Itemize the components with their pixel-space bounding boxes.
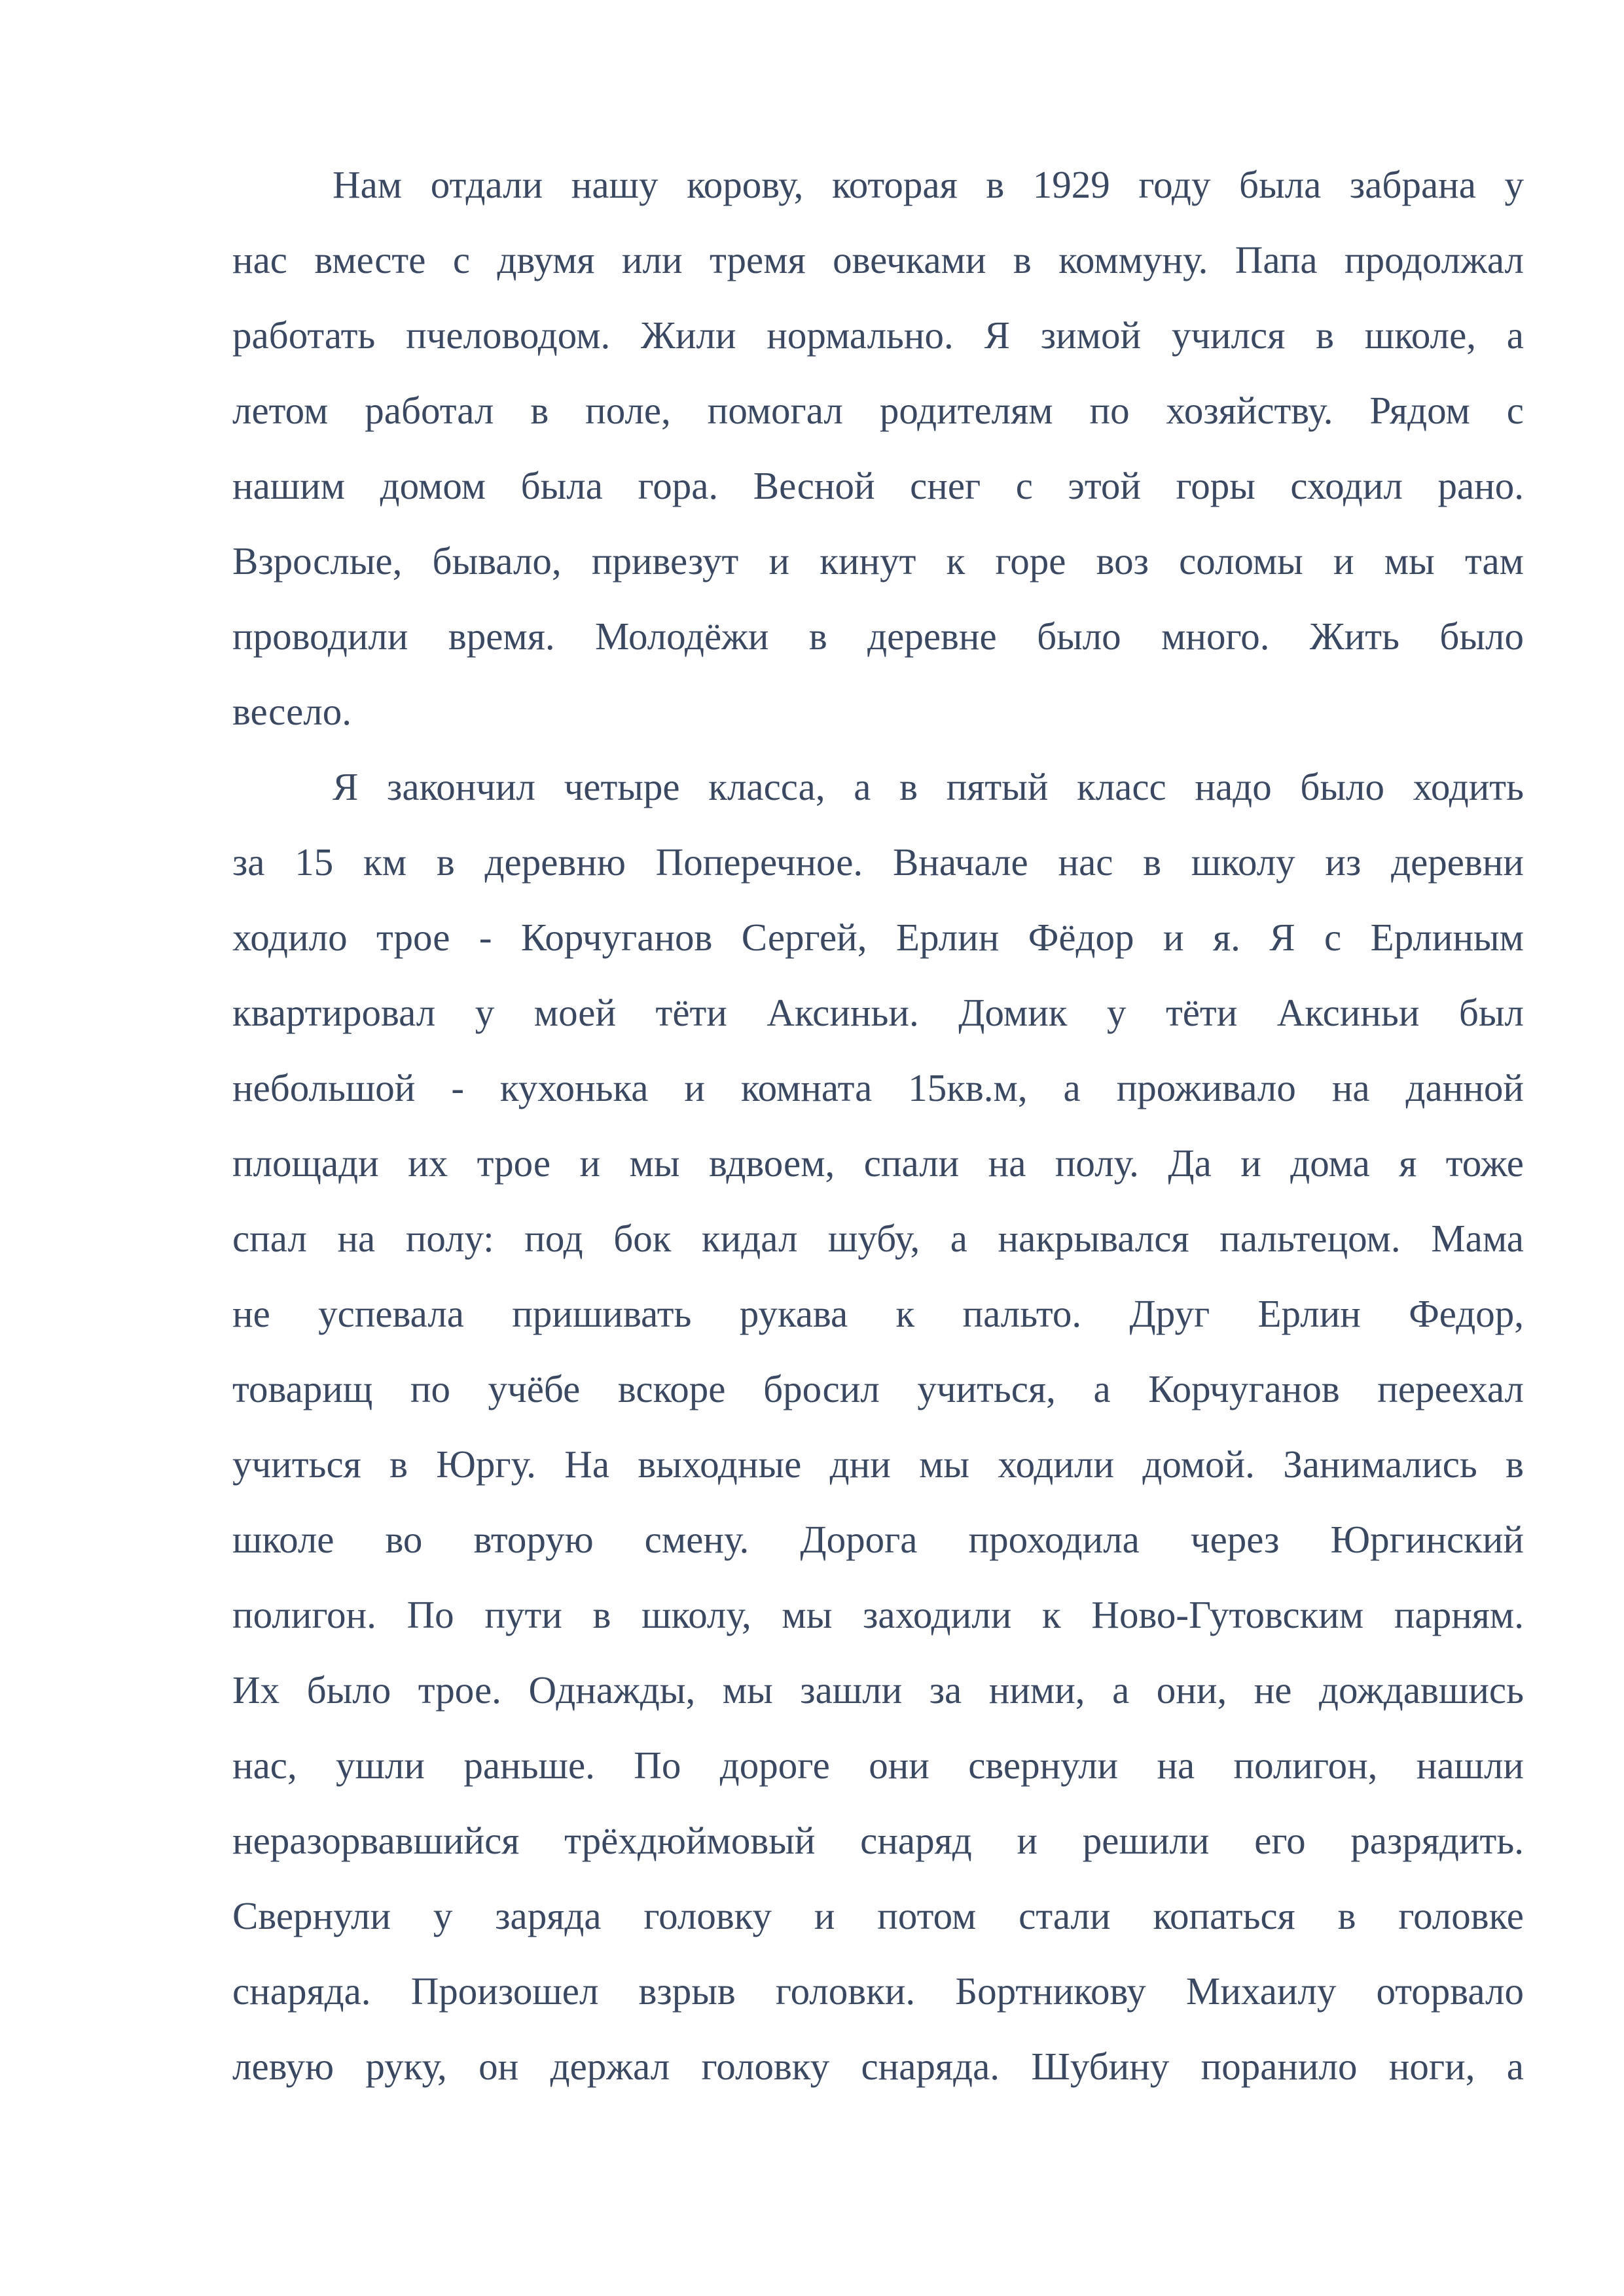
paragraph-2-line-15: неразорвавшийся трёхдюймовый снаряд и решили его разрядить. <box>232 1819 1524 1862</box>
paragraph-1-line-4: летом работал в поле, помогал родителям по хозяйству. Рядом с <box>232 389 1524 432</box>
paragraph-2-line-16: Свернули у заряда головку и потом стали копаться в головке <box>232 1894 1524 1937</box>
text-block <box>232 147 1524 2104</box>
paragraph-2-line-8: не успевала пришивать рукава к пальто. Друг Ерлин Федор, <box>232 1292 1524 1335</box>
paragraph-1-line-8: весело. <box>232 690 352 733</box>
paragraph-2-line-7: спал на полу: под бок кидал шубу, а накрывался пальтецом. Мама <box>232 1217 1524 1260</box>
paragraph-2-line-14: нас, ушли раньше. По дороге они свернули на полигон, нашли <box>232 1744 1524 1787</box>
paragraph-2-line-6: площади их трое и мы вдвоем, спали на полу. Да и дома я тоже <box>232 1141 1524 1185</box>
paragraph-2-line-4: квартировал у моей тёти Аксиньи. Домик у тёти Аксиньи был <box>232 991 1524 1034</box>
paragraph-2-line-5: небольшой - кухонька и комната 15кв.м, а проживало на данной <box>232 1066 1524 1109</box>
paragraph-2-line-12: полигон. По пути в школу, мы заходили к Ново-Гутовским парням. <box>232 1593 1524 1636</box>
paragraph-2-line-17: снаряда. Произошел взрыв головки. Бортникову Михаилу оторвало <box>232 1969 1524 2013</box>
paragraph-2-line-1: Я закончил четыре класса, а в пятый класс надо было ходить <box>333 765 1524 808</box>
paragraph-2-line-18: левую руку, он держал головку снаряда. Шубину поранило ноги, а <box>232 2045 1524 2088</box>
paragraph-1-line-7: проводили время. Молодёжи в деревне было много. Жить было <box>232 615 1524 658</box>
paragraph-2-line-3: ходило трое - Корчуганов Сергей, Ерлин Фёдор и я. Я с Ерлиным <box>232 916 1524 959</box>
paragraph-2-line-13: Их было трое. Однажды, мы зашли за ними, а они, не дождавшись <box>232 1668 1524 1712</box>
paragraph-2-line-10: учиться в Юргу. На выходные дни мы ходили домой. Занимались в <box>232 1443 1524 1486</box>
paragraph-1-line-6: Взрослые, бывало, привезут и кинут к горе воз соломы и мы там <box>232 539 1524 583</box>
paragraph-2-line-2: за 15 км в деревню Поперечное. Вначале нас в школу из деревни <box>232 840 1524 884</box>
paragraph-2-line-11: школе во вторую смену. Дорога проходила через Юргинский <box>232 1518 1524 1561</box>
paragraph-1-line-1: Нам отдали нашу корову, которая в 1929 году была забрана у <box>333 163 1524 206</box>
paragraph-1-line-5: нашим домом была гора. Весной снег с этой горы сходил рано. <box>232 464 1524 507</box>
paragraph-1-line-3: работать пчеловодом. Жили нормально. Я зимой учился в школе, а <box>232 314 1524 357</box>
paragraph-2-line-9: товарищ по учёбе вскоре бросил учиться, а Корчуганов переехал <box>232 1367 1524 1410</box>
paragraph-1-line-2: нас вместе с двумя или тремя овечками в коммуну. Папа продолжал <box>232 238 1524 281</box>
